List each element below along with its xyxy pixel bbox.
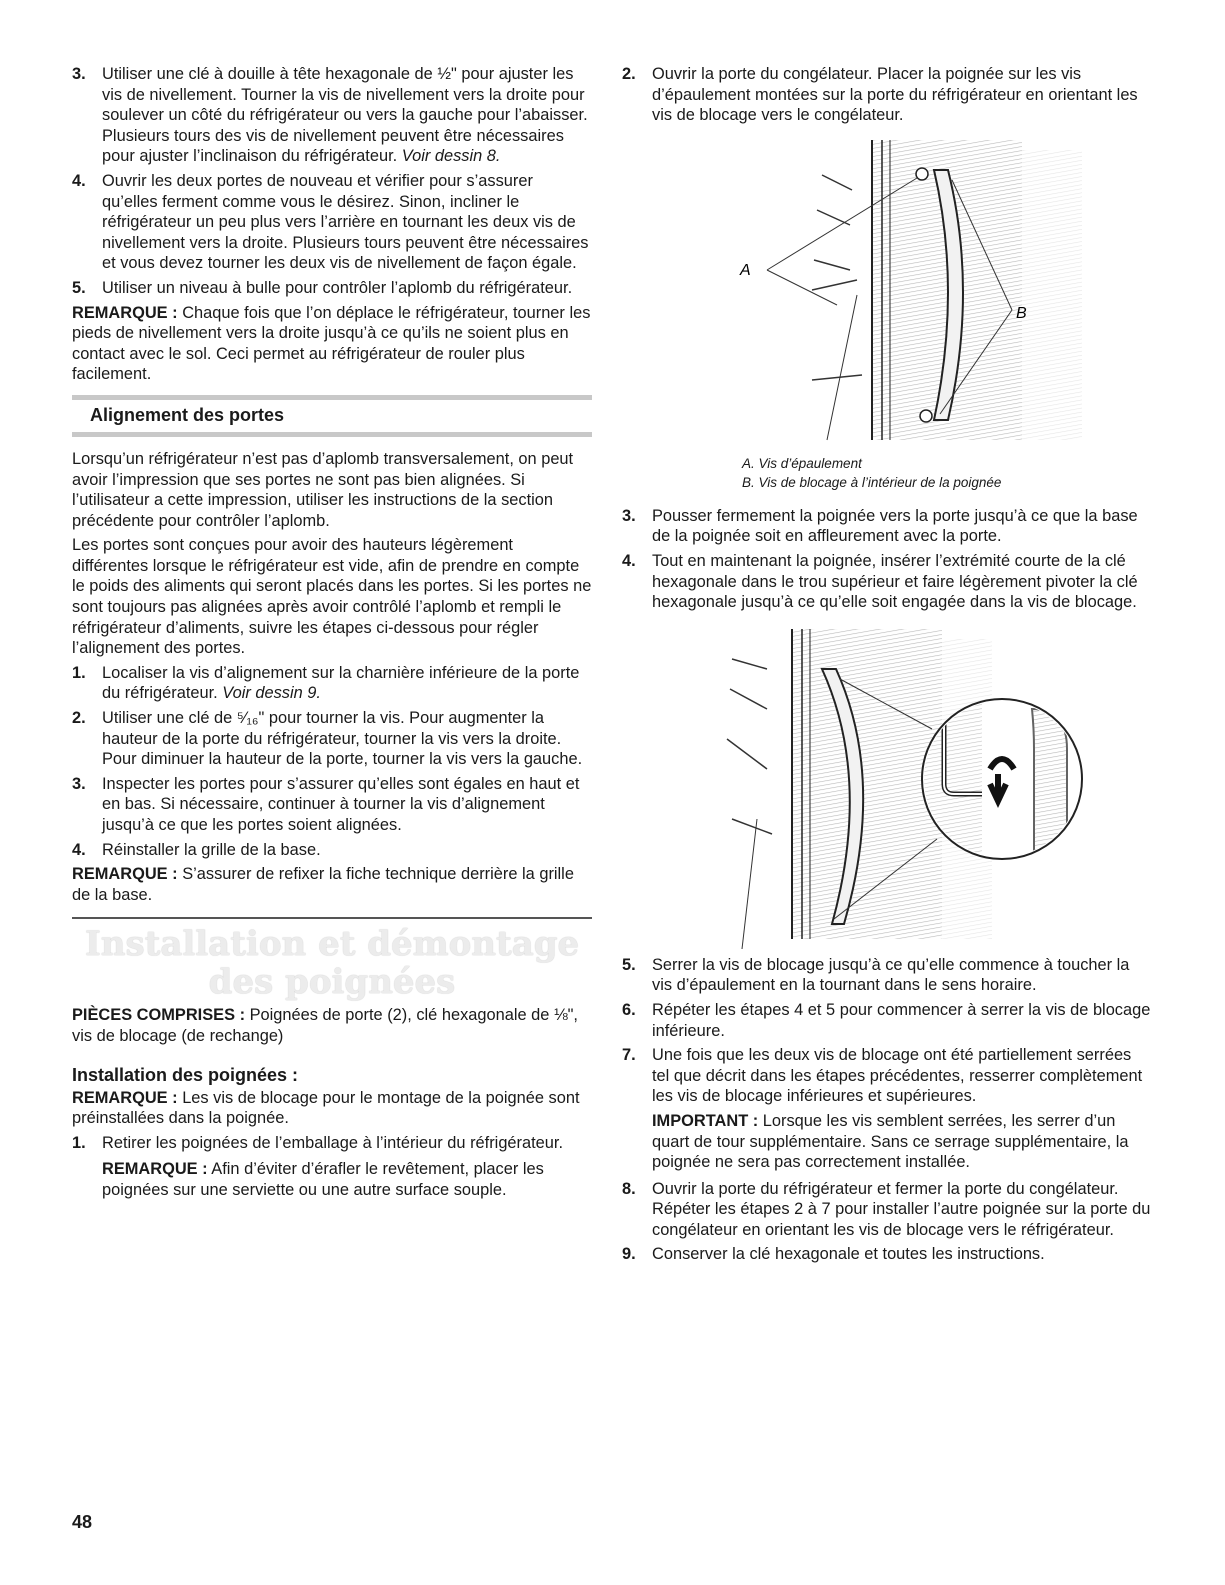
install-step-8 [622,1179,1152,1241]
section-heading-bar [72,395,592,437]
handle-figure-2 [682,619,1152,949]
step-number: 8. [622,1179,636,1198]
align-step-2 [72,708,592,770]
step-number: 2. [622,65,636,83]
step-number: 2. [72,709,86,728]
step-number: 7. [622,1046,636,1065]
install-step-6 [622,1000,1152,1041]
step-text: Retirer les poignées de l’emballage à l’intérieur du réfrigérateur. [102,1133,564,1152]
install-step-2 [622,64,1152,126]
step-number: 4. [72,840,86,859]
step-number: 1. [72,663,86,682]
caption-a: A. Vis d’épaulement [742,455,862,471]
important-label: IMPORTANT : [652,1111,759,1130]
step-text: Utiliser une clé de ⁵⁄₁₆" pour tourner la vis. Pour augmenter la hauteur de la porte du réfrigérateur, tourner la vis vers la droite. Pour diminuer la hauteur de la porte, tourner la vis vers la gauche. [102,709,583,769]
step-text: Conserver la clé hexagonale et toutes les instructions. [652,1245,1045,1264]
step-number: 5. [622,955,636,974]
align-step-3 [72,774,592,836]
leveling-step-5 [72,278,592,299]
remark-scratch [72,1159,592,1200]
install-step-4 [622,551,1152,613]
page-number: 48 [72,1512,93,1532]
chapter-title-line-2: des poignées [208,962,456,1003]
step-number: 4. [622,551,636,570]
shoulder-bolt-bottom [920,410,932,422]
figure-caption [622,454,1152,492]
left-column [72,64,592,1201]
figure-reference: Voir dessin 9. [222,684,321,703]
remark-grille [72,864,592,905]
important-text: Lorsque les vis semblent serrées, les serrer d’un quart de tour supplémentaire. Sans ce serrage supplémentaire, la poignée ne sera pas correctement installée. [652,1111,1129,1172]
step-number: 3. [72,774,86,793]
callout-label-b: B [1016,304,1027,322]
shoulder-bolt-top [916,168,928,180]
handle-figure-1 [722,130,1142,450]
install-step-1 [72,1133,592,1154]
remark-preinstalled [72,1088,592,1129]
step-number: 4. [72,171,86,190]
step-text: Ouvrir la porte du congélateur. Placer la poignée sur les vis d’épaulement montées sur la porte du réfrigérateur en orientant les vis de blocage vers le congélateur. [652,65,1138,125]
step-number: 3. [622,506,636,525]
align-step-1 [72,663,592,704]
step-text: Localiser la vis d’alignement sur la charnière inférieure de la porte du réfrigérateur. [102,663,580,703]
important-note [622,1111,1152,1173]
remark-label: REMARQUE : [72,303,178,322]
step-text: Inspecter les portes pour s’assurer qu’elles sont égales en haut et en bas. Si nécessaire, continuer à tourner la vis d’alignement jusqu’à ce que les portes soient alignées. [102,774,580,834]
alignment-paragraph-2: Les portes sont conçues pour avoir des hauteurs légèrement différentes lorsque le réfrigérateur est vide, afin de prendre en compte le poids des aliments qui seront placés dans les portes. Si les portes ne sont toujours pas alignées après avoir contrôlé l’aplomb et rempli le réfrigérateur d’aliments, suivre les étapes ci-dessous pour régler l’alignement des portes. [72,536,592,658]
step-text: Une fois que les deux vis de blocage ont été partiellement serrées tel que décrit dans les étapes précédentes, resserrer complètement les vis de blocage inférieures et supérieures. [652,1046,1143,1106]
align-step-4 [72,840,592,861]
alignment-paragraph-1: Lorsqu’un réfrigérateur n’est pas d’aplomb transversalement, on peut avoir l’impression que ses portes ne sont pas bien alignées. Si l’utilisateur a cette impression, utiliser les instructions de la section précédente pour contrôler l’aplomb. [72,449,574,530]
step-text: Tout en maintenant la poignée, insérer l’extrémité courte de la clé hexagonale dans le trou supérieur et faire légèrement pivoter la clé hexagonale jusqu’à ce qu’elle soit engagée dans la vis de blocage. [652,551,1138,612]
remark-label: REMARQUE : [72,1088,178,1107]
step-number: 1. [72,1133,86,1152]
section-divider [72,917,592,919]
step-text: Utiliser une clé à douille à tête hexagonale de ½" pour ajuster les vis de nivellement. Tourner la vis de nivellement vers la droite pour soulever un côté du réfrigérateur ou vers la gauche pour l’abaisser. Plusieurs tours des vis de nivellement peuvent être nécessaires pour ajuster l’inclinaison du réfrigérateur. [102,65,588,166]
chapter-title [72,925,592,1001]
install-step-9 [622,1244,1152,1265]
leveling-step-3 [72,64,592,167]
remark-label: REMARQUE : [102,1160,208,1179]
install-subheading: Installation des poignées : [72,1064,299,1085]
install-step-7 [622,1045,1152,1107]
door-panel [792,629,942,939]
step-text: Répéter les étapes 4 et 5 pour commencer à serrer la vis de blocage inférieure. [652,1000,1151,1040]
parts-text: Poignées de porte (2), clé hexagonale de ⅛", vis de blocage (de rechange) [72,1006,578,1045]
caption-b: B. Vis de blocage à l’intérieur de la poignée [742,474,1002,490]
step-number: 3. [72,65,86,83]
parts-label: PIÈCES COMPRISES : [72,1006,246,1025]
step-text: Utiliser un niveau à bulle pour contrôler l’aplomb du réfrigérateur. [102,278,573,297]
install-step-3 [622,506,1152,547]
chapter-title-line-1: Installation et démontage [84,924,580,965]
step-number: 5. [72,278,86,297]
door-edge [1022,150,1082,440]
leveling-step-4 [72,171,592,274]
callout-label-a: A [740,261,751,279]
parts-included [72,1005,592,1046]
remark-text: Chaque fois que l’on déplace le réfrigérateur, tourner les pieds de nivellement vers la droite jusqu’à ce qu’ils ne soient plus en contact avec le sol. Ceci permet au réfrigérateur de rouler plus facilement. [72,303,591,384]
right-column [622,64,1152,1269]
figure-reference: Voir dessin 8. [401,147,501,166]
install-step-5 [622,955,1152,996]
step-text: Réinstaller la grille de la base. [102,840,321,859]
remark-text: Les vis de blocage pour le montage de la poignée sont préinstallées dans la poignée. [72,1088,580,1128]
remark-text: Afin d’éviter d’érafler le revêtement, placer les poignées sur une serviette ou une autre surface souple. [102,1160,544,1199]
step-text: Serrer la vis de blocage jusqu’à ce qu’elle commence à toucher la vis d’épaulement en la tournant dans le sens horaire. [652,955,1130,995]
step-text: Ouvrir les deux portes de nouveau et vérifier pour s’assurer qu’elles ferment comme vous le désirez. Sinon, incliner le réfrigérateur un peu plus vers l’arrière en tournant les deux vis de nivellement vers la droite. Plusieurs tours peuvent être nécessaires et vous devez tourner les deux vis de nivellement de façon égale. [102,171,589,273]
remark-leveling [72,303,592,385]
remark-label: REMARQUE : [72,865,178,884]
remark-text: S’assurer de refixer la fiche technique derrière la grille de la base. [72,865,574,904]
step-number: 9. [622,1245,636,1264]
step-text: Ouvrir la porte du réfrigérateur et fermer la porte du congélateur. Répéter les étapes 2 à 7 pour installer l’autre poignée sur la porte du congélateur en orientant les vis de blocage vers le réfrigérateur. [652,1179,1151,1239]
step-text: Pousser fermement la poignée vers la porte jusqu’à ce que la base de la poignée soit en affleurement avec la porte. [652,506,1138,546]
section-title: Alignement des portes [90,405,285,426]
step-number: 6. [622,1000,636,1019]
